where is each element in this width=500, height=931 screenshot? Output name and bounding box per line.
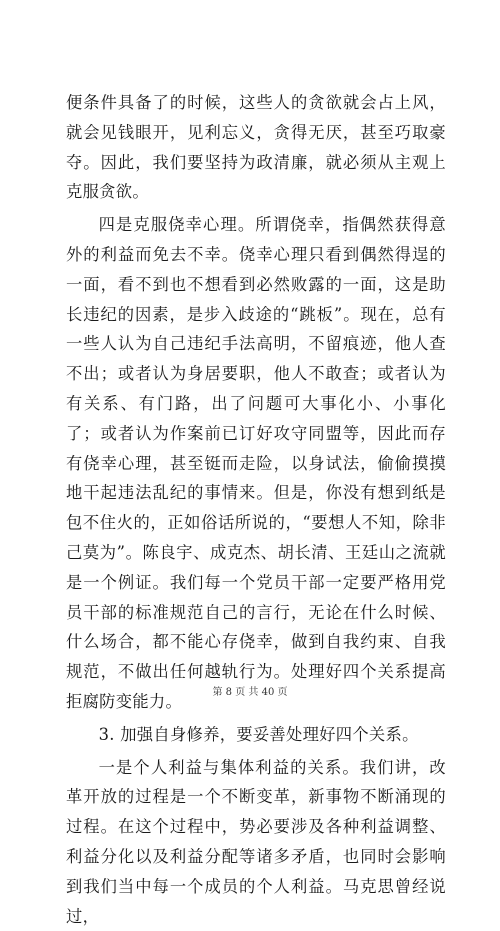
paragraph-continuation: 便条件具备了的时候，这些人的贪欲就会占上风，就会见钱眼开，见利忘义，贪得无厌，甚至巧取豪夺。因此，我们要坚持为政清廉，就必须从主观上克服贪欲。 xyxy=(66,93,446,202)
paragraph-overcome-luck-mentality: 四是克服侥幸心理。所谓侥幸，指偶然获得意外的利益而免去不幸。侥幸心理只看到偶然得逞的一面，看不到也不想看到必然败露的一面，这是助长违纪的因素，是步入歧途的“跳板”。现在，总有一些人认为自己违纪手法高明，不留痕迹，他人查不出；或者认为身居要职，他人不敢查；或者认为有关系、有门路，出了问题可大事化小、小事化了；或者认为作案前已订好攻守同盟等，因此而存有侥幸心理，甚至铤而走险，以身试法，偷偷摸摸地干起违法乱纪的事情来。但是，你没有想到纸是包不住火的，正如俗话所说的，“要想人不知，除非己莫为”。陈良宇、成克杰、胡长清、王廷山之流就是一个例证。我们每一个党员干部一定要严格用党员干部的标准规范自己的言行，无论在什么时候、什么场合，都不能心存侥幸，做到自我约束、自我规范，不做出任何越轨行为。处理好四个关系提高拒腐防变能力。 xyxy=(66,215,446,711)
document-body xyxy=(66,88,446,931)
section-heading-self-cultivation: 3. 加强自身修养，要妥善处理好四个关系。 xyxy=(98,724,419,744)
paragraph-individual-collective-interest: 一是个人利益与集体利益的关系。我们讲，改革开放的过程是一个不断变革，新事物不断涌现的过程。在这个过程中，势必要涉及各种利益调整、利益分化以及利益分配等诸多矛盾，也同时会影响到我们当中每一个成员的个人利益。马克思曾经说过， xyxy=(66,757,446,926)
page-footer: 第 8 页 共 40 页 xyxy=(212,687,288,698)
